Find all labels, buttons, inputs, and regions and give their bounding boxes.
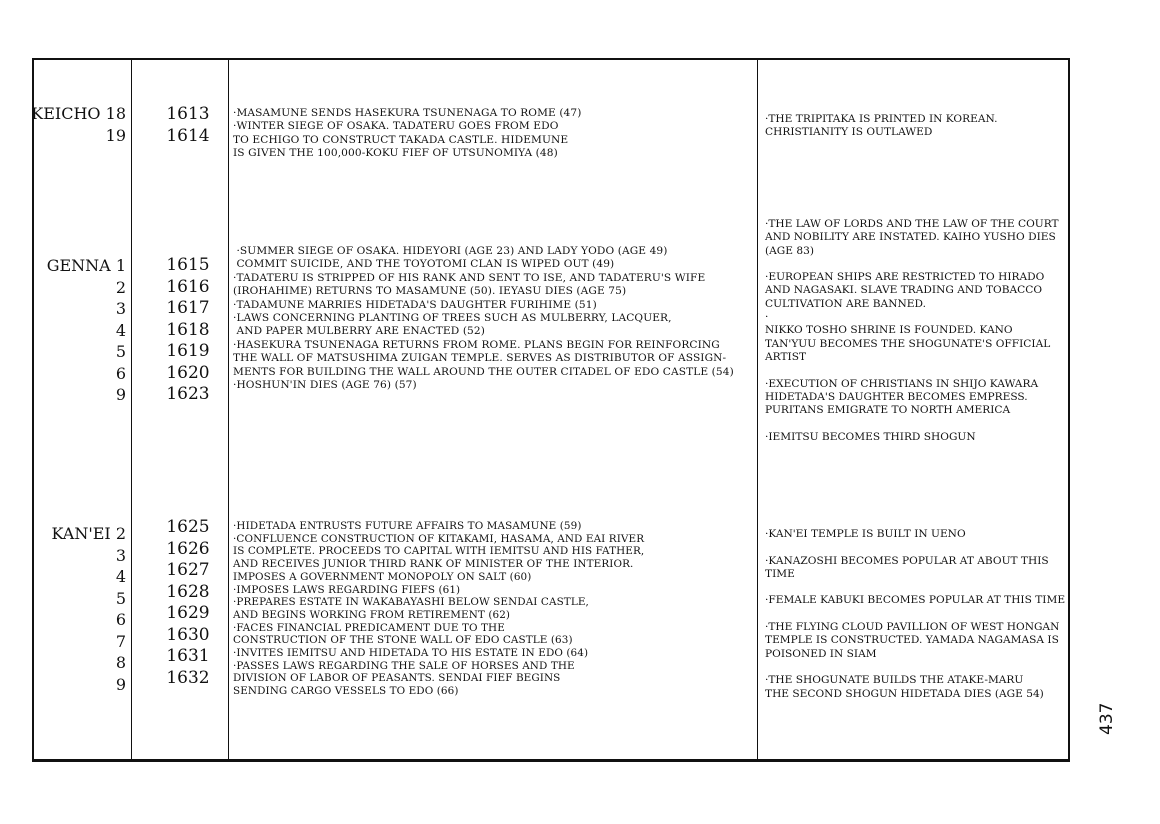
era-keicho: KEICHO 18 19	[31, 104, 126, 145]
world-event: ·KAN'EI TEMPLE IS BUILT IN UENO	[765, 528, 966, 540]
world-event: ·KANAZOSHI BECOMES POPULAR AT ABOUT THIS TIME	[765, 554, 1049, 580]
era-genna: GENNA 1 2 3 4 5 6 9	[46, 256, 126, 404]
world-event: ·THE LAW OF LORDS AND THE LAW OF THE COURT AND NOBILITY ARE INSTATED. KAIHO YUSHO DIES (AGE 83)	[765, 218, 1059, 257]
column-divider-era	[131, 58, 132, 762]
world-event: ·FEMALE KABUKI BECOMES POPULAR AT THIS TIME	[765, 594, 1066, 607]
column-divider-year	[228, 58, 229, 762]
world-events-keicho	[765, 113, 1065, 153]
world-event: ·IEMITSU BECOMES THIRD SHOGUN	[765, 430, 976, 443]
events-genna: ·SUMMER SIEGE OF OSAKA. HIDEYORI (AGE 23) AND LADY YODO (AGE 49) COMMIT SUICIDE, AND THE TOYOTOMI CLAN IS WIPED OUT (49) ·TADATERU IS STRIPPED OF HIS RANK AND SENT TO ISE, AND TADATERU'S WIFE (IROHAHIME) RETURNS TO MASAMUNE (50). IEYASU DIES (AGE 75) ·TADAMUNE MARRIES HIDETADA'S DAUGHTER FURIHIME (51) ·LAWS CONCERNING PLANTING OF TREES SUCH AS MULBERRY, LACQUER, AND PAPER MULBERRY ARE ENACTED (52) ·HASEKURA TSUNENAGA RETURNS FROM ROME. PLANS BEGIN FOR REINFORCING THE WALL OF MATSUSHIMA ZUIGAN TEMPLE. SERVES AS DISTRIBUTOR OF ASSIGN- MENTS FOR BUILDING THE WALL AROUND THE OUTER CITADEL OF EDO CASTLE (54) ·HOSHUN'IN DIES (AGE 76) (57)	[233, 245, 734, 392]
years-keicho: 1613 1614	[166, 104, 210, 146]
events-kanei: ·HIDETADA ENTRUSTS FUTURE AFFAIRS TO MASAMUNE (59) ·CONFLUENCE CONSTRUCTION OF KITAKAMI, HASAMA, AND EAI RIVER IS COMPLETE. PROCEEDS TO CAPITAL WITH IEMITSU AND HIS FATHER, AND RECEIVES JUNIOR THIRD RANK OF MINISTER OF THE INTERIOR. IMPOSES A GOVERNMENT MONOPOLY ON SALT (60) ·IMPOSES LAWS REGARDING FIEFS (61) ·PREPARES ESTATE IN WAKABAYASHI BELOW SENDAI CASTLE, AND BEGINS WORKING FROM RETIREMENT (62) ·FACES FINANCIAL PREDICAMENT DUE TO THE CONSTRUCTION OF THE STONE WALL OF EDO CASTLE (63) ·INVITES IEMITSU AND HIDETADA TO HIS ESTATE IN EDO (64) ·PASSES LAWS REGARDING THE SALE OF HORSES AND THE DIVISION OF LABOR OF PEASANTS. SENDAI FIEF BEGINS SENDING CARGO VESSELS TO EDO (66)	[233, 520, 645, 698]
world-event: ·THE TRIPITAKA IS PRINTED IN KOREAN. CHRISTIANITY IS OUTLAWED	[765, 113, 998, 139]
world-event: ·EUROPEAN SHIPS ARE RESTRICTED TO HIRADO AND NAGASAKI. SLAVE TRADING AND TOBACCO CULTIVATION ARE BANNED. · NIKKO TOSHO SHRINE IS FOUNDED. KANO TAN'YUU BECOMES THE SHOGUNATE'S OFFICIAL ARTIST	[765, 271, 1051, 363]
column-divider-events	[757, 58, 758, 762]
years-genna: 1615 1616 1617 1618 1619 1620 1623	[166, 255, 210, 404]
world-event: ·THE FLYING CLOUD PAVILLION OF WEST HONGAN TEMPLE IS CONSTRUCTED. YAMADA NAGAMASA IS POISONED IN SIAM	[765, 621, 1060, 660]
world-events-kanei	[765, 528, 1065, 714]
era-kanei: KAN'EI 2 3 4 5 6 7 8 9	[51, 524, 126, 694]
world-event: ·THE SHOGUNATE BUILDS THE ATAKE-MARU THE SECOND SHOGUN HIDETADA DIES (AGE 54)	[765, 674, 1044, 700]
events-keicho: ·MASAMUNE SENDS HASEKURA TSUNENAGA TO ROME (47) ·WINTER SIEGE OF OSAKA. TADATERU GOES FROM EDO TO ECHIGO TO CONSTRUCT TAKADA CASTLE. HIDEMUNE IS GIVEN THE 100,000-KOKU FIEF OF UTSUNOMIYA (48)	[233, 107, 582, 160]
page-number: 437	[1097, 702, 1117, 735]
years-kanei: 1625 1626 1627 1628 1629 1630 1631 1632	[166, 517, 210, 688]
world-event: ·EXECUTION OF CHRISTIANS IN SHIJO KAWARA HIDETADA'S DAUGHTER BECOMES EMPRESS. PURITANS EMIGRATE TO NORTH AMERICA	[765, 377, 1039, 417]
world-events-genna	[765, 218, 1065, 457]
